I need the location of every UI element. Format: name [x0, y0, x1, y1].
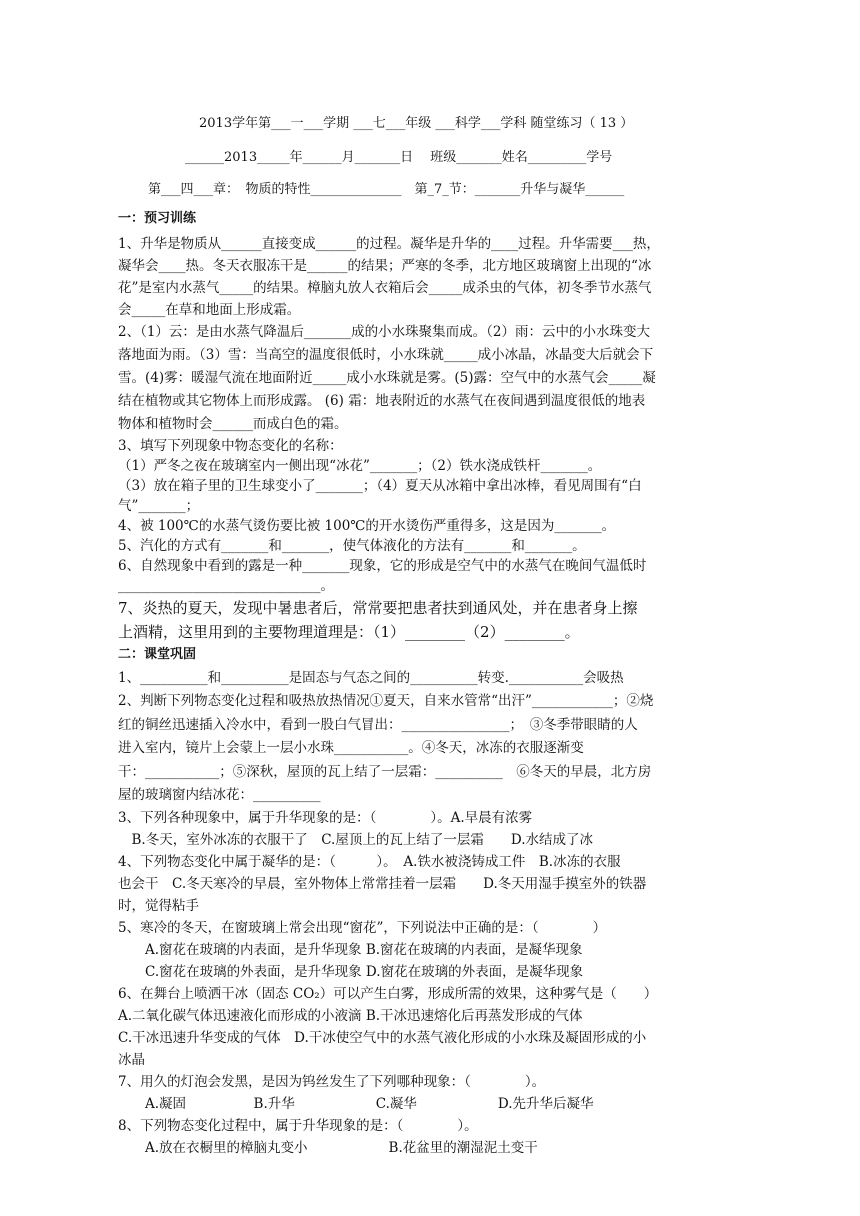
s2-line: 进入室内，镜片上会蒙上一层小水珠___________。④冬天，冰冻的衣服逐渐变: [118, 740, 584, 756]
s2-line: 2、判断下列物态变化过程和吸热放热情况①夏天，自来水管常“出汗”____________；②烧: [118, 693, 654, 709]
s1-line: ______________________________。: [118, 578, 334, 594]
s2-line: 4、下列物态变化中属于凝华的是：（ ）。 A.铁水被浇铸成工件 B.冰冻的衣服: [118, 854, 621, 870]
s1-line: 4、被 100℃的水蒸气烫伤要比被 100℃的开水烫伤严重得多，这是因为_______。: [118, 518, 616, 534]
s2-line: 冰晶: [118, 1052, 145, 1068]
s1-line: （3）放在箱子里的卫生球变小了_______；（4）夏天从冰箱中拿出冰棒，看见周围有“白: [118, 478, 642, 494]
s2-line: A.凝固 B.升华 C.凝华 D.先升华后凝华: [118, 1096, 594, 1112]
s1-q7-line-1: 7、炎热的夏天，发现中暑患者后，常常要把患者扶到通风处，并在患者身上擦: [118, 599, 638, 617]
s1-line: 会_____在草和地面上形成霜。: [118, 302, 301, 318]
section1-title: 一：预习训练: [118, 211, 197, 226]
s1-line: 5、汽化的方式有_______和_______，使气体液化的方法有_______和_______。: [118, 538, 586, 554]
s2-line: 6、在舞台上喷洒干冰（固态 CO₂）可以产生白雾，形成所需的效果，这种雾气是（ ）: [118, 986, 658, 1002]
s1-line: 3、填写下列现象中物态变化的名称：: [118, 438, 343, 454]
header-line-1: 2013学年第___一___学期 ___七___年级 ___科学___学科 随堂练习（ 13 ）: [199, 116, 634, 131]
header-line-2: ______2013_____年______月_______日 班级_______姓名_________学号: [185, 150, 613, 165]
s2-line: C.窗花在玻璃的外表面，是升华现象 D.窗花在玻璃的外表面，是凝华现象: [118, 964, 584, 980]
s1-line: 物体和植物时会______而成白色的霜。: [118, 416, 348, 432]
s2-line: 7、用久的灯泡会发黑，是因为钨丝发生了下列哪种现象：（ ）。: [118, 1074, 546, 1090]
s2-line: 5、寒冷的冬天，在窗玻璃上常会出现“窗花”，下列说法中正确的是：（ ）: [118, 920, 607, 936]
s2-line: 8、下列物态变化过程中，属于升华现象的是：（ ）。: [118, 1118, 478, 1134]
s2-line: 屋的玻璃窗内结冰花：__________: [118, 787, 321, 803]
s2-line: 1、__________和__________是固态与气态之间的__________转变.___________会吸热: [118, 670, 624, 686]
s2-line: B.冬天，室外冰冻的衣服干了 C.屋顶上的瓦上结了一层霜 D.水结成了冰: [118, 832, 593, 848]
s1-line: 凝华会____热。冬天衣服冻干是______的结果；严寒的冬季，北方地区玻璃窗上出现的“冰: [118, 258, 652, 274]
s2-line: 干：___________；⑤深秋，屋顶的瓦上结了一层霜：__________ ⑥冬天的早晨，北方房: [118, 764, 652, 780]
s2-line: A.放在衣橱里的樟脑丸变小 B.花盆里的潮湿泥土变干: [118, 1140, 538, 1156]
s1-line: 花”是室内水蒸气_____的结果。樟脑丸放人衣箱后会_____成杀虫的气体，初冬季节水蒸气: [118, 280, 652, 296]
s1-line: 雪。(4)雾：暖湿气流在地面附近_____成小水珠就是雾。(5)露：空气中的水蒸气会_____凝: [118, 370, 656, 386]
s1-line: 气”_______；: [118, 498, 200, 514]
s1-line: 6、自然现象中看到的露是一种_______现象，它的形成是空气中的水蒸气在晚间气温低时: [118, 558, 647, 574]
section2-title: 二：课堂巩固: [118, 647, 197, 662]
s2-line: 时，觉得粘手: [118, 898, 199, 914]
s2-line: A.二氧化碳气体迅速液化而形成的小液滴 B.干冰迅速熔化后再蒸发形成的气体: [118, 1008, 583, 1024]
s1-line: 2、（1）云：是由水蒸气降温后_______成的小水珠聚集而成。（2）雨：云中的小水珠变大: [118, 324, 651, 340]
s1-q7-line-2: 上酒精，这里用到的主要物理道理是：（1）________（2）________。: [118, 623, 580, 641]
s2-line: 3、下列各种现象中，属于升华现象的是：（ ）。A.早晨有浓雾: [118, 810, 533, 826]
header-line-3: 第___四___章： 物质的特性______________ 第_7_节：_______升华与凝华______: [148, 182, 625, 197]
s2-line: 也会干 C.冬天寒冷的早晨，室外物体上常常挂着一层霜 D.冬天用湿手摸室外的铁器: [118, 876, 647, 892]
s2-line: A.窗花在玻璃的内表面，是升华现象 B.窗花在玻璃的内表面，是凝华现象: [118, 942, 583, 958]
s1-line: 1、升华是物质从______直接变成______的过程。凝华是升华的____过程。升华需要___热，: [118, 236, 660, 252]
s1-line: （1）严冬之夜在玻璃室内一侧出现“冰花”_______；（2）铁水浇成铁杆_______。: [118, 458, 602, 474]
s2-line: 红的铜丝迅速插入冷水中，看到一股白气冒出：________________； ③冬季带眼睛的人: [118, 717, 638, 733]
s1-line: 结在植物或其它物体上而形成露。 (6) 霜：地表附近的水蒸气在夜间遇到温度很低的地表: [118, 393, 646, 409]
s2-line: C.干冰迅速升华变成的气体 D.干冰使空气中的水蒸气液化形成的小水珠及凝固形成的小: [118, 1030, 647, 1046]
s1-line: 落地面为雨。（3）雪：当高空的温度很低时，小水珠就_____成小冰晶，冰晶变大后就会下: [118, 347, 654, 363]
